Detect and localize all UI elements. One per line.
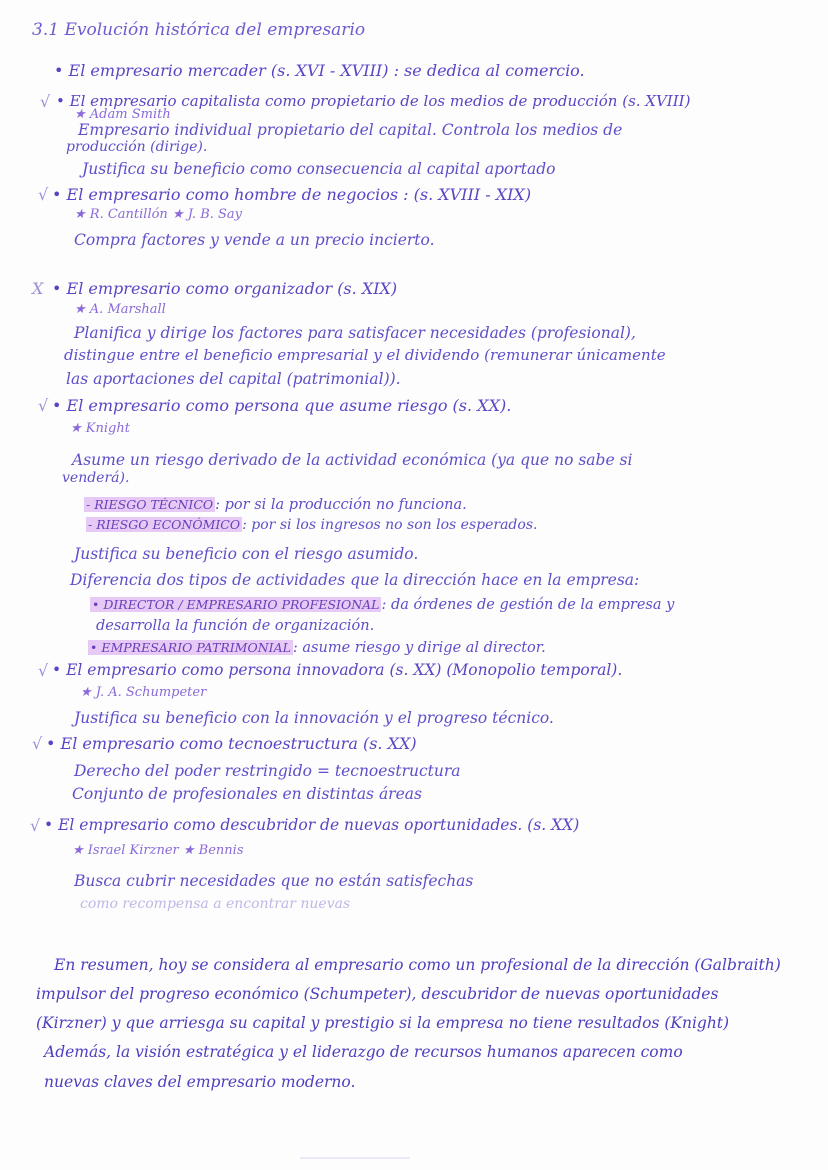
section-authors: ★ R. Cantillón ★ J. B. Say [74, 207, 243, 222]
section-text: distingue entre el beneficio empresarial y el dividendo (remunerar únicamente [64, 346, 666, 364]
section-text: Compra factores y vende a un precio incierto. [74, 231, 435, 249]
section-text: producción (dirige). [66, 139, 208, 155]
section-text: Empresario individual propietario del capital. Controla los medios de [78, 121, 623, 139]
summary-line: impulsor del progreso económico (Schumpeter), descubridor de nuevas oportunidades [36, 985, 719, 1003]
section-text: Justifica su beneficio con la innovación y el progreso técnico. [74, 709, 554, 727]
section-heading: • El empresario como descubridor de nuevas oportunidades. (s. XX) [44, 816, 580, 834]
bottom-smudge [300, 1157, 410, 1159]
section-text: Justifica su beneficio con el riesgo asumido. [74, 545, 419, 563]
activity-item [90, 597, 674, 614]
activity-item [88, 640, 546, 657]
section-heading: • El empresario mercader (s. XVI - XVIII) : se dedica al comercio. [54, 61, 585, 80]
section-heading: • El empresario como persona innovadora (s. XX) (Monopolio temporal). [52, 661, 623, 679]
section-authors: ★ Knight [70, 421, 130, 436]
section-text: Planifica y dirige los factores para satisfacer necesidades (profesional), [74, 324, 636, 342]
highlighted-term: • EMPRESARIO PATRIMONIAL [90, 640, 291, 655]
section-heading: • El empresario capitalista como propietario de los medios de producción (s. XVIII) [56, 92, 691, 110]
summary-line: (Kirzner) y que arriesga su capital y prestigio si la empresa no tiene resultados (Knight) [36, 1014, 730, 1032]
page-title: 3.1 Evolución histórica del empresario [32, 20, 366, 40]
check-mark: √ [32, 734, 43, 753]
highlighted-term: - RIESGO ECONÓMICO [88, 517, 241, 532]
section-authors: ★ Adam Smith [74, 107, 171, 122]
check-mark: √ [38, 396, 49, 415]
section-text: venderá). [62, 470, 130, 486]
section-text: Busca cubrir necesidades que no están satisfechas [74, 872, 474, 890]
faint-text: como recompensa a encontrar nuevas [80, 896, 351, 912]
cross-mark: X [32, 279, 44, 298]
highlighted-term: • DIRECTOR / EMPRESARIO PROFESIONAL [92, 597, 380, 612]
risk-item [86, 517, 537, 533]
section-authors: ★ Israel Kirzner ★ Bennis [72, 843, 244, 858]
activity-item-cont: desarrolla la función de organización. [96, 618, 375, 634]
check-mark: √ [38, 661, 49, 680]
section-text: Derecho del poder restringido = tecnoestructura [74, 762, 461, 780]
check-mark: √ [38, 185, 49, 204]
section-heading: • El empresario como organizador (s. XIX) [52, 279, 398, 298]
check-mark: √ [30, 816, 41, 835]
section-text: Asume un riesgo derivado de la actividad económica (ya que no sabe si [72, 451, 633, 469]
section-heading: • El empresario como persona que asume riesgo (s. XX). [52, 396, 512, 415]
section-text: Conjunto de profesionales en distintas áreas [72, 785, 422, 803]
section-heading: • El empresario como hombre de negocios : (s. XVIII - XIX) [52, 185, 532, 204]
section-text: Diferencia dos tipos de actividades que la dirección hace en la empresa: [70, 571, 640, 589]
section-authors: ★ J. A. Schumpeter [80, 685, 207, 700]
risk-item-text: : por si la producción no funciona. [215, 497, 467, 513]
section-text: Justifica su beneficio como consecuencia al capital aportado [82, 160, 556, 178]
section-heading: • El empresario como tecnoestructura (s. XX) [46, 734, 417, 753]
section-text: las aportaciones del capital (patrimonial)). [66, 370, 401, 388]
summary-line: Además, la visión estratégica y el liderazgo de recursos humanos aparecen como [44, 1043, 683, 1061]
summary-line: nuevas claves del empresario moderno. [44, 1073, 356, 1091]
section-authors: ★ A. Marshall [74, 302, 166, 317]
summary-line: En resumen, hoy se considera al empresario como un profesional de la dirección (Galbraith) [54, 956, 781, 974]
activity-item-text: : da órdenes de gestión de la empresa y [381, 597, 675, 613]
risk-item [84, 497, 467, 514]
highlighted-term: - RIESGO TÉCNICO [86, 497, 214, 512]
risk-item-text: : por si los ingresos no son los esperados. [242, 517, 538, 533]
check-mark: √ [40, 92, 51, 111]
activity-item-text: : asume riesgo y dirige al director. [292, 640, 546, 656]
